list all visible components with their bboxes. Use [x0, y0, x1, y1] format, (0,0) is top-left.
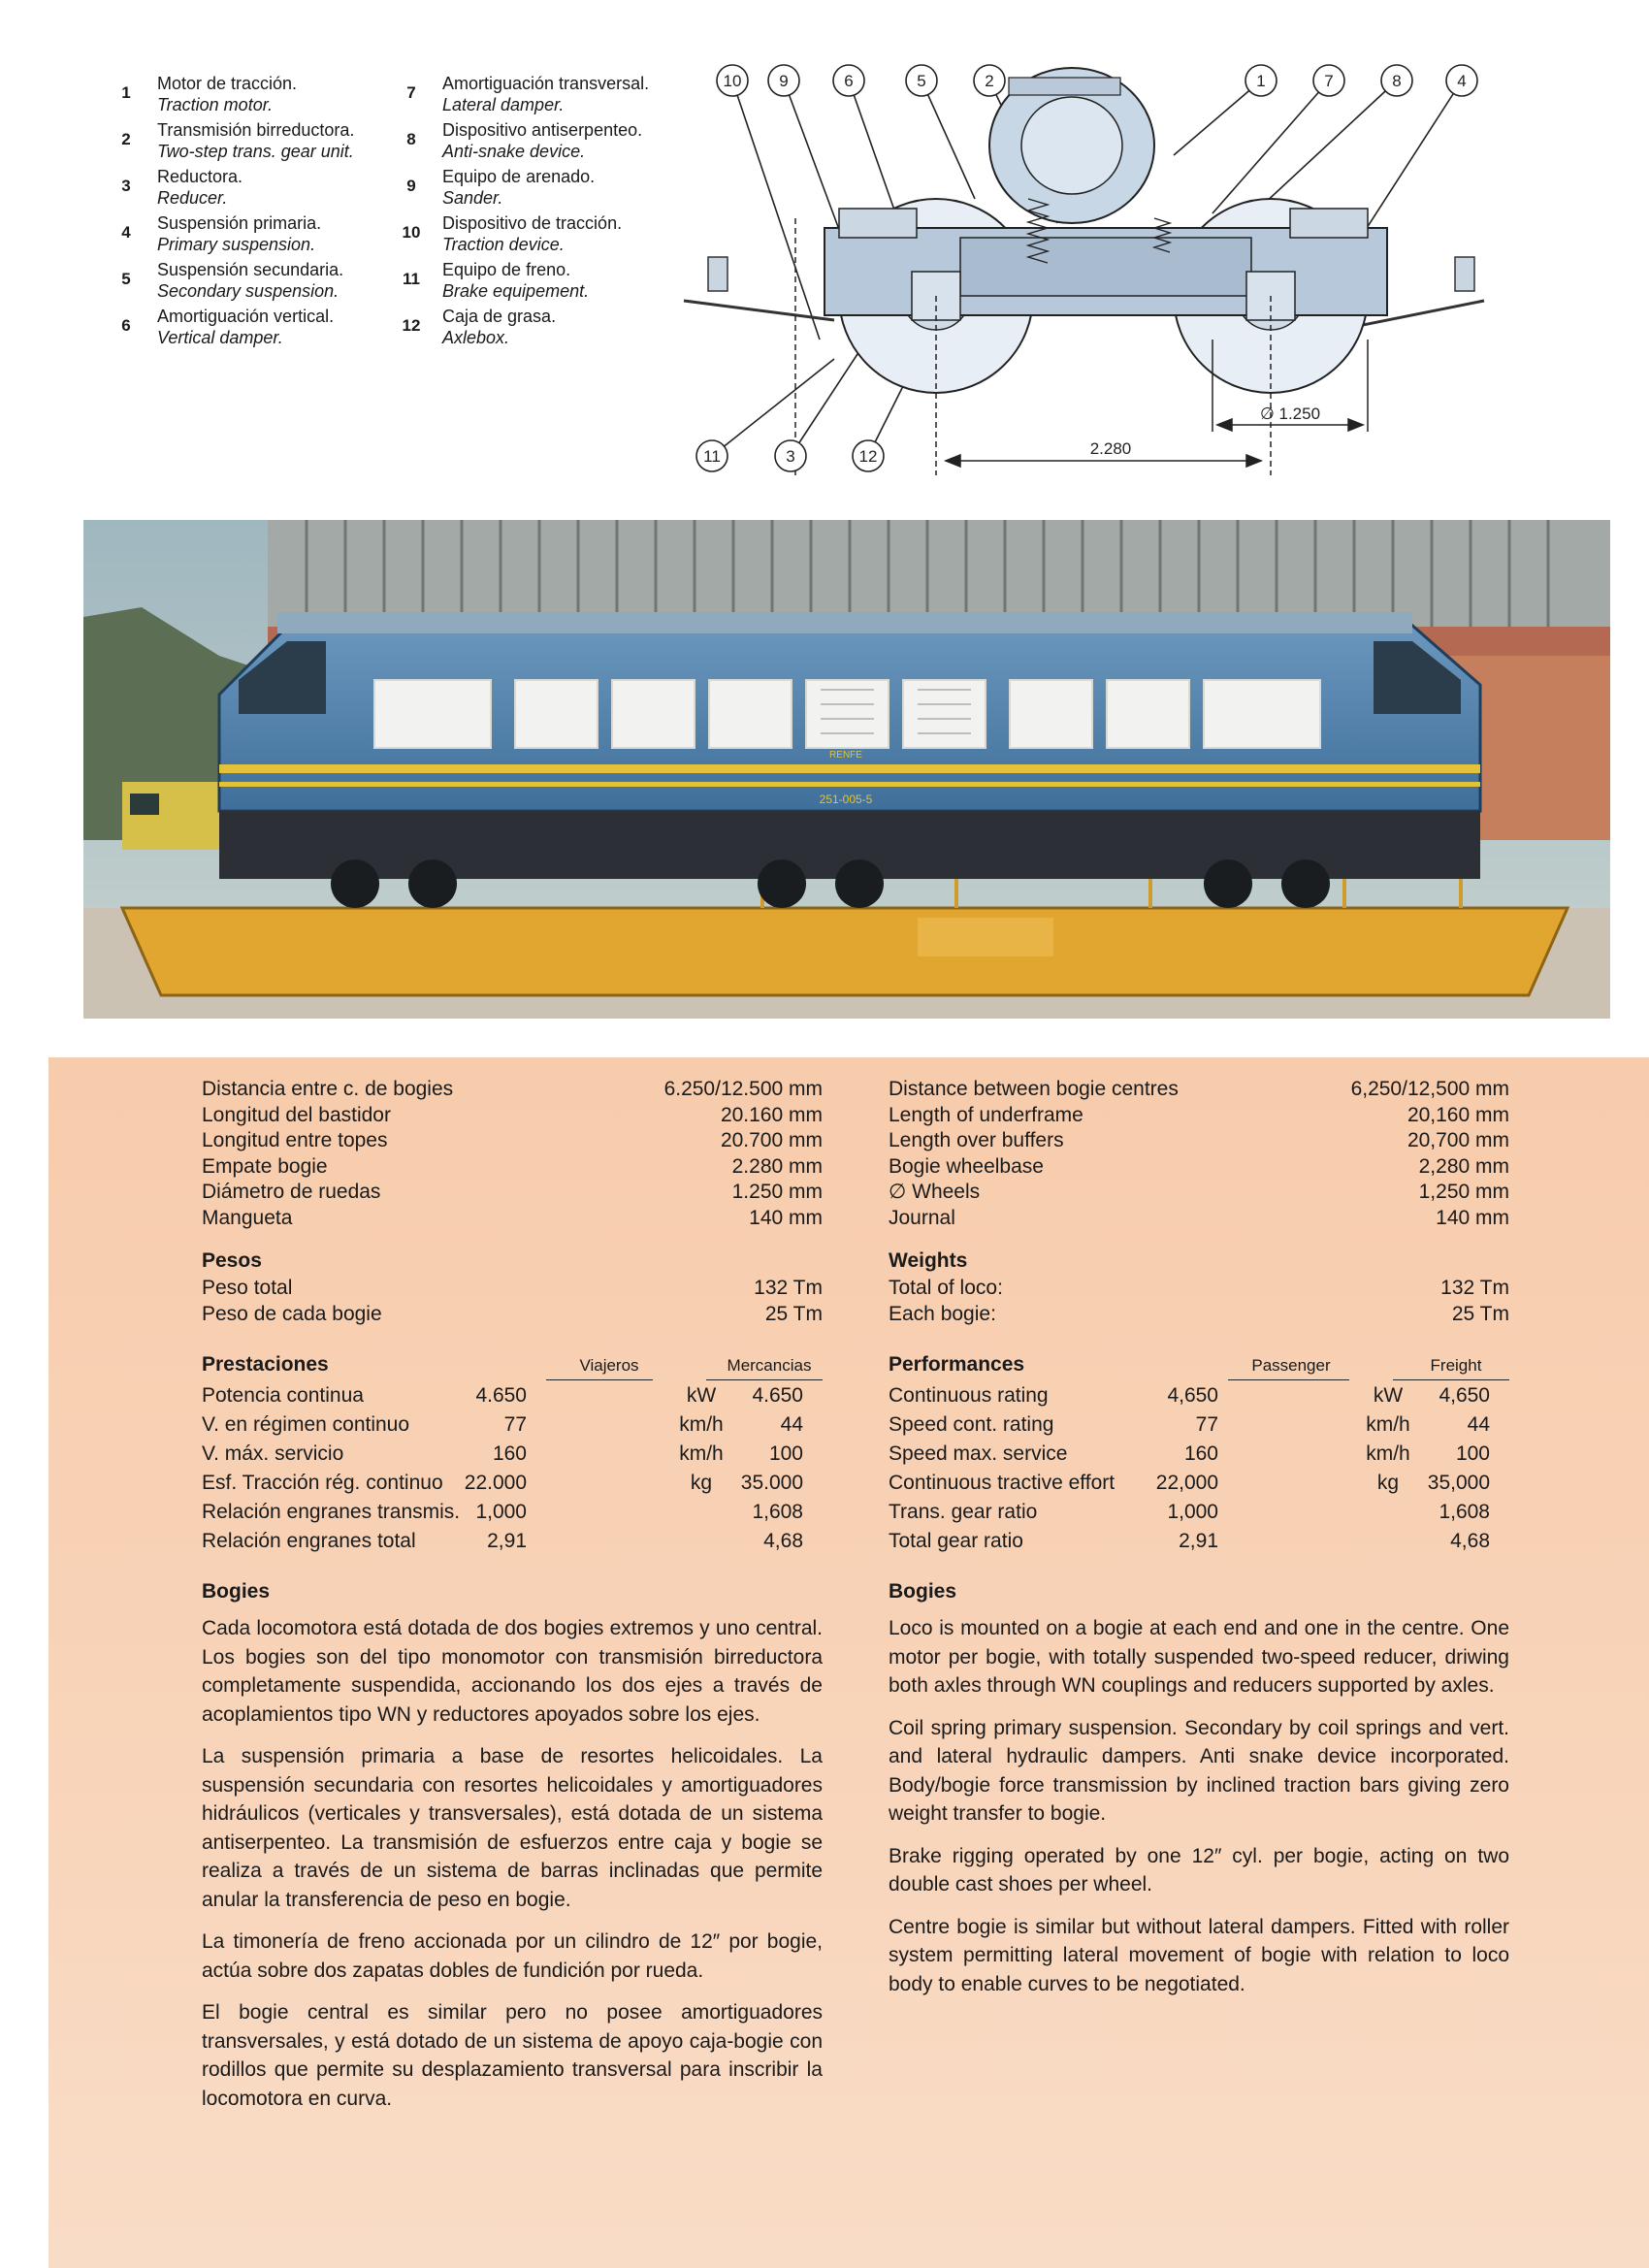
legend-number: 7: [406, 83, 416, 102]
perf-row: [889, 1410, 1509, 1440]
bogie-diagram: [669, 49, 1494, 495]
spec-label: Bogie wheelbase: [889, 1154, 1044, 1178]
callout-label: 10: [723, 72, 742, 90]
spec-row: [202, 1154, 823, 1181]
callout-label: 7: [1324, 72, 1334, 90]
spec-row: [889, 1276, 1509, 1302]
spec-row: [202, 1276, 823, 1302]
callout-label: 2: [985, 72, 994, 90]
perf-passenger: 2,91: [487, 1530, 527, 1552]
legend-number: 3: [121, 177, 131, 195]
perf-label: Trans. gear ratio: [889, 1501, 1038, 1523]
spec-row: [889, 1302, 1509, 1328]
perf-freight: 4,650: [1439, 1384, 1490, 1407]
perf-freight: 44: [1467, 1413, 1490, 1436]
perf-row: [202, 1381, 823, 1410]
spec-value: 25 Tm: [764, 1302, 823, 1325]
perf-label: Speed max. service: [889, 1442, 1068, 1465]
spec-row: [202, 1302, 823, 1328]
perf-label: Relación engranes transmis.: [202, 1501, 461, 1523]
perf-label: Potencia continua: [202, 1384, 364, 1407]
legend-label-en: Traction motor.: [157, 95, 274, 114]
spec-label: Each bogie:: [889, 1302, 996, 1325]
legend-label-es: Motor de tracción.: [157, 74, 298, 93]
legend-number: 4: [121, 223, 131, 242]
bogies-paragraph: Cada locomotora está dotada de dos bogies extremos y uno central. Los bogies son del tipo monomotor con transmisión birreductora completamente suspendida, accionando los dos ejes a través de acoplamientos tipo WN y reductores apoyados sobre los ejes.: [202, 1617, 823, 1726]
perf-label: V. en régimen continuo: [202, 1413, 410, 1436]
bogie-drawing: [669, 49, 1494, 495]
callout-label: 4: [1457, 72, 1467, 90]
legend-number: 12: [402, 316, 421, 335]
legend-label-es: Reductora.: [157, 167, 243, 186]
spec-label: Peso de cada bogie: [202, 1302, 382, 1325]
perf-row: [889, 1440, 1509, 1469]
dimensions-list: [202, 1077, 823, 1231]
spec-label: Distance between bogie centres: [889, 1078, 1179, 1100]
wheelbase-label: 2.280: [1089, 439, 1132, 458]
performance-table: [889, 1381, 1509, 1556]
col-head-passenger: Passenger: [1251, 1356, 1331, 1375]
spec-row: [202, 1180, 823, 1206]
perf-passenger: 1,000: [1167, 1501, 1218, 1523]
perf-label: Continuous tractive effort: [889, 1472, 1116, 1494]
col-head-freight: Mercancias: [727, 1356, 812, 1375]
parts-legend: [116, 70, 660, 361]
perf-freight: 1,608: [752, 1501, 803, 1523]
legend-label-es: Dispositivo de tracción.: [442, 213, 623, 233]
perf-label: Continuous rating: [889, 1384, 1049, 1407]
spec-row: [889, 1180, 1509, 1206]
spec-value: 2,280 mm: [1418, 1154, 1509, 1178]
spec-label: Peso total: [202, 1277, 293, 1299]
perf-freight: 35.000: [740, 1472, 803, 1494]
perf-label: Esf. Tracción rég. continuo: [202, 1472, 443, 1494]
callout-label: 11: [703, 447, 721, 466]
legend-number: 9: [406, 177, 416, 195]
bogies-paragraph: La timonería de freno accionada por un cilindro de 12″ por bogie, actúa sobre dos zapatas dobles de fundición por rueda.: [202, 1930, 823, 1982]
perf-passenger: 160: [1183, 1442, 1218, 1465]
perf-label: Speed cont. rating: [889, 1413, 1054, 1436]
legend-number: 8: [406, 130, 416, 148]
legend-label-en: Sander.: [442, 188, 503, 208]
bogies-title: Bogies: [202, 1580, 271, 1603]
bogies-paragraph: El bogie central es similar pero no posee amortiguadores transversales, y está dotado de un sistema de apoyo caja-bogie con rodillos que permite su desplazamiento transversal para inscribir la locomotora en curva.: [202, 2001, 823, 2110]
spec-label: Length over buffers: [889, 1129, 1064, 1151]
perf-unit: kW: [1373, 1384, 1404, 1407]
legend-label-es: Suspensión primaria.: [157, 213, 322, 233]
spec-value: 140 mm: [1436, 1206, 1509, 1229]
spec-label: Longitud del bastidor: [202, 1103, 391, 1126]
legend-label-en: Anti-snake device.: [442, 142, 586, 161]
spec-value: 25 Tm: [1451, 1302, 1509, 1325]
legend-label-es: Transmisión birreductora.: [157, 120, 355, 140]
legend-label-es: Amortiguación transversal.: [442, 74, 650, 93]
perf-unit: km/h: [1366, 1442, 1410, 1465]
spec-value: 20,160 mm: [1406, 1103, 1509, 1126]
spec-value: 6.250/12.500 mm: [663, 1078, 823, 1100]
legend-label-en: Primary suspension.: [157, 235, 316, 254]
perf-row: [889, 1381, 1509, 1410]
weights-title: Weights: [889, 1249, 968, 1272]
perf-freight: 4.650: [752, 1384, 803, 1407]
spec-row: [889, 1128, 1509, 1154]
spec-value: 132 Tm: [1440, 1277, 1509, 1299]
perf-row: [202, 1469, 823, 1498]
perf-freight: 100: [1455, 1442, 1490, 1465]
col-head-freight: Freight: [1430, 1356, 1482, 1375]
spec-value: 20,700 mm: [1406, 1129, 1509, 1151]
spec-row: [202, 1206, 823, 1232]
perf-row: [889, 1498, 1509, 1527]
legend-label-en: Secondary suspension.: [157, 281, 340, 301]
perf-row: [889, 1469, 1509, 1498]
perf-row: [202, 1527, 823, 1556]
performance-header: [202, 1348, 823, 1381]
wheel-diameter-label: ∅ 1.250: [1259, 405, 1321, 423]
spec-label: Distancia entre c. de bogies: [202, 1078, 454, 1100]
spec-value: 6,250/12,500 mm: [1350, 1078, 1509, 1100]
spec-label: Mangueta: [202, 1206, 293, 1229]
bogies-paragraph: Loco is mounted on a bogie at each end and one in the centre. One motor per bogie, with totally suspended two-speed reducer, driwing both axles through WN couplings and reducers supported by axles.: [889, 1617, 1509, 1697]
performance-table: [202, 1381, 823, 1556]
locomotive-illustration: [83, 520, 1610, 1019]
loco-logo: RENFE: [829, 750, 862, 761]
perf-freight: 4,68: [763, 1530, 803, 1552]
specs-english: [889, 1077, 1509, 2012]
legend-label-es: Amortiguación vertical.: [157, 307, 335, 326]
perf-unit: kg: [1376, 1472, 1400, 1494]
perf-row: [202, 1410, 823, 1440]
callout-label: 6: [844, 72, 854, 90]
perf-label: V. máx. servicio: [202, 1442, 344, 1465]
legend-label-es: Suspensión secundaria.: [157, 260, 344, 279]
callout-label: 12: [858, 447, 878, 466]
spec-value: 1,250 mm: [1418, 1181, 1509, 1203]
legend-label-es: Equipo de freno.: [442, 260, 571, 279]
weights-title: Pesos: [202, 1249, 262, 1272]
legend-label-es: Dispositivo antiserpenteo.: [442, 120, 643, 140]
spec-row: [202, 1077, 823, 1103]
locomotive-photo: [83, 520, 1610, 1019]
perf-passenger: 77: [1195, 1413, 1218, 1436]
spec-label: Length of underframe: [889, 1103, 1083, 1126]
perf-passenger: 77: [503, 1413, 527, 1436]
callout-label: 1: [1256, 72, 1266, 90]
bogies-paragraph: Centre bogie is similar but without lateral dampers. Fitted with roller system permitting lateral movement of bogie with relation to loco body to enable curves to be negotiated.: [889, 1915, 1509, 1995]
legend-label-en: Axlebox.: [442, 328, 510, 347]
callout-label: 5: [917, 72, 926, 90]
spec-row: [202, 1128, 823, 1154]
spec-value: 2.280 mm: [731, 1154, 823, 1178]
perf-passenger: 1,000: [475, 1501, 527, 1523]
perf-row: [202, 1440, 823, 1469]
legend-number: 6: [121, 316, 131, 335]
col-head-passenger: Viajeros: [579, 1356, 639, 1375]
spec-panel: [48, 1057, 1649, 2268]
spec-label: Empate bogie: [202, 1154, 328, 1178]
perf-freight: 4,68: [1450, 1530, 1490, 1552]
perf-label: Relación engranes total: [202, 1530, 416, 1552]
legend-label-en: Traction device.: [442, 235, 565, 254]
perf-passenger: 22,000: [1155, 1472, 1218, 1494]
perf-unit: km/h: [1366, 1413, 1410, 1436]
spec-value: 20.160 mm: [720, 1103, 823, 1126]
spec-label: ∅ Wheels: [889, 1181, 981, 1203]
perf-freight: 44: [780, 1413, 803, 1436]
perf-passenger: 4.650: [475, 1384, 527, 1407]
callout-label: 9: [779, 72, 789, 90]
perf-unit: km/h: [679, 1413, 724, 1436]
performance-title: Prestaciones: [202, 1353, 329, 1376]
bogies-title: Bogies: [889, 1580, 957, 1603]
spec-label: Longitud entre topes: [202, 1129, 388, 1151]
legend-label-en: Brake equipement.: [442, 281, 590, 301]
perf-passenger: 22.000: [464, 1472, 527, 1494]
legend-label-en: Reducer.: [157, 188, 228, 208]
perf-unit: kg: [690, 1472, 713, 1494]
callout-label: 3: [786, 447, 795, 466]
loco-number: 251-005-5: [819, 793, 873, 806]
bogies-paragraph: La suspensión primaria a base de resortes helicoidales. La suspensión secundaria con resortes helicoidales y amortiguadores hidráulicos (verticales y transversales), está dotada de un sistema antiserpenteo. La transmisión de esfuerzos entre caja y bogie se realiza a través de un sistema de barras inclinadas que permite anular la transferencia de peso en bogie.: [202, 1745, 823, 1911]
perf-passenger: 4,650: [1167, 1384, 1218, 1407]
legend-number: 10: [402, 223, 421, 242]
legend-number: 1: [121, 83, 131, 102]
legend-number: 11: [403, 270, 420, 288]
spec-row: [889, 1206, 1509, 1232]
spec-row: [889, 1103, 1509, 1129]
perf-freight: 1,608: [1439, 1501, 1490, 1523]
legend-label-es: Equipo de arenado.: [442, 167, 596, 186]
legend-number: 5: [121, 270, 131, 288]
dimensions-list: [889, 1077, 1509, 1231]
spec-value: 140 mm: [749, 1206, 823, 1229]
perf-passenger: 160: [492, 1442, 527, 1465]
perf-unit: km/h: [679, 1442, 724, 1465]
perf-freight: 35,000: [1427, 1472, 1490, 1494]
bogies-paragraph: Brake rigging operated by one 12″ cyl. per bogie, acting on two double cast shoes per wheel.: [889, 1844, 1509, 1895]
spec-value: 132 Tm: [754, 1277, 823, 1299]
perf-label: Total gear ratio: [889, 1530, 1023, 1552]
performance-header: [889, 1348, 1509, 1381]
spec-label: Total of loco:: [889, 1277, 1003, 1299]
spec-label: Diámetro de ruedas: [202, 1181, 381, 1203]
spec-value: 1.250 mm: [731, 1181, 823, 1203]
bogies-paragraph: Coil spring primary suspension. Secondary by coil springs and vert. and lateral hydraulic dampers. Anti snake device incorporated. Body/bogie force transmission by inclined traction bars giving zero weight transfer to bogie.: [889, 1716, 1509, 1825]
specs-spanish: [202, 1077, 823, 2126]
legend-label-en: Two-step trans. gear unit.: [157, 142, 354, 161]
legend-number: 2: [121, 130, 131, 148]
legend-label-en: Vertical damper.: [157, 328, 283, 347]
perf-row: [202, 1498, 823, 1527]
performance-title: Performances: [889, 1353, 1025, 1376]
spec-value: 20.700 mm: [720, 1129, 823, 1151]
perf-unit: kW: [686, 1384, 717, 1407]
spec-row: [889, 1154, 1509, 1181]
perf-passenger: 2,91: [1179, 1530, 1218, 1552]
legend-label-es: Caja de grasa.: [442, 307, 557, 326]
legend-label-en: Lateral damper.: [442, 95, 565, 114]
spec-label: Journal: [889, 1206, 955, 1229]
spec-row: [889, 1077, 1509, 1103]
callout-label: 8: [1392, 72, 1402, 90]
spec-row: [202, 1103, 823, 1129]
perf-row: [889, 1527, 1509, 1556]
perf-freight: 100: [768, 1442, 803, 1465]
